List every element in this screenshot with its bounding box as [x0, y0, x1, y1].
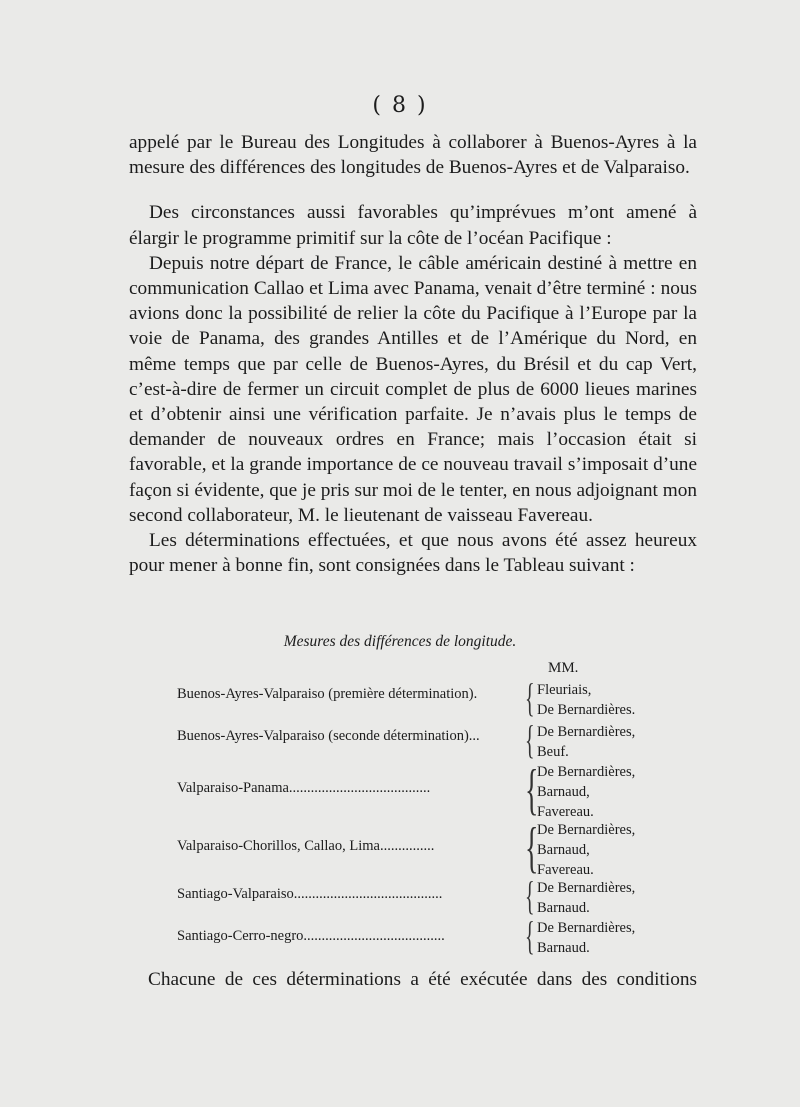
brace: {	[525, 817, 539, 879]
table-header-mm: MM.	[548, 660, 579, 676]
table-title: Mesures des différences de longitude.	[283, 633, 517, 650]
brace: {	[525, 675, 535, 720]
row-names: De Bernardières, Barnaud.	[537, 920, 636, 956]
row-place: Valparaiso-Panama.......................................	[177, 780, 431, 796]
paragraph-1: appelé par le Bureau des Longitudes à collaborer à Buenos-Ayres à la mesure des différences des longitudes de Buenos-Ayres et de Valparaiso.	[129, 132, 697, 179]
brace: {	[525, 913, 535, 958]
row-place: Buenos-Ayres-Valparaiso (seconde détermination)...	[177, 728, 480, 744]
page-number: ( 8 )	[372, 93, 428, 118]
row-place: Valparaiso-Chorillos, Callao, Lima...............	[177, 838, 435, 854]
table-row	[177, 759, 697, 821]
paragraph-2: Des circonstances aussi favorables qu’imprévues m’ont amené à élargir le programme primitif sur la côte de l’océan Pacifique :	[129, 202, 697, 249]
row-names: De Bernardières, Beuf.	[537, 724, 636, 760]
brace: {	[525, 759, 539, 821]
row-place: Buenos-Ayres-Valparaiso (première détermination).	[177, 686, 478, 702]
brace: {	[525, 873, 535, 918]
row-place: Santiago-Valparaiso.........................................	[177, 886, 443, 902]
closing-line: Chacune de ces déterminations a été exécutée dans des conditions	[148, 969, 697, 990]
table-row	[177, 913, 697, 968]
body-text	[129, 130, 697, 578]
row-names: Fleuriais, De Bernardières.	[537, 682, 636, 718]
table-row	[177, 817, 697, 879]
row-names: De Bernardières, Barnaud, Favereau.	[537, 822, 636, 878]
row-names: De Bernardières, Barnaud, Favereau.	[537, 764, 636, 820]
paragraph-4: Les déterminations effectuées, et que nous avons été assez heureux pour mener à bonne fin, sont consignées dans le Tableau suivant :	[129, 530, 697, 577]
row-names: De Bernardières, Barnaud.	[537, 880, 636, 916]
paragraph-3: Depuis notre départ de France, le câble américain destiné à mettre en communication Callao et Lima avec Panama, venait d’être terminé : nous avions donc la possibilité de relier la côte du Pacifique à l’Europe par la voie de Panama, des grandes Antilles et de l’Amérique du Nord, en même temps que par celle de Buenos-Ayres, du Brésil et du cap Vert, c’est-à-dire de fermer un circuit complet de plus de 6000 lieues marines et d’obtenir ainsi une vérification parfaite. Je n’avais plus le temps de demander de nouveaux ordres en France; mais l’occasion était si favorable, et la grande importance de ce nouveau travail s’imposait d’une façon si évidente, que je pris sur moi de le tenter, en nous adjoignant mon second collaborateur, M. le lieutenant de vaisseau Favereau.	[129, 252, 697, 526]
row-place: Santiago-Cerro-negro.......................................	[177, 928, 445, 944]
brace: {	[525, 717, 535, 762]
